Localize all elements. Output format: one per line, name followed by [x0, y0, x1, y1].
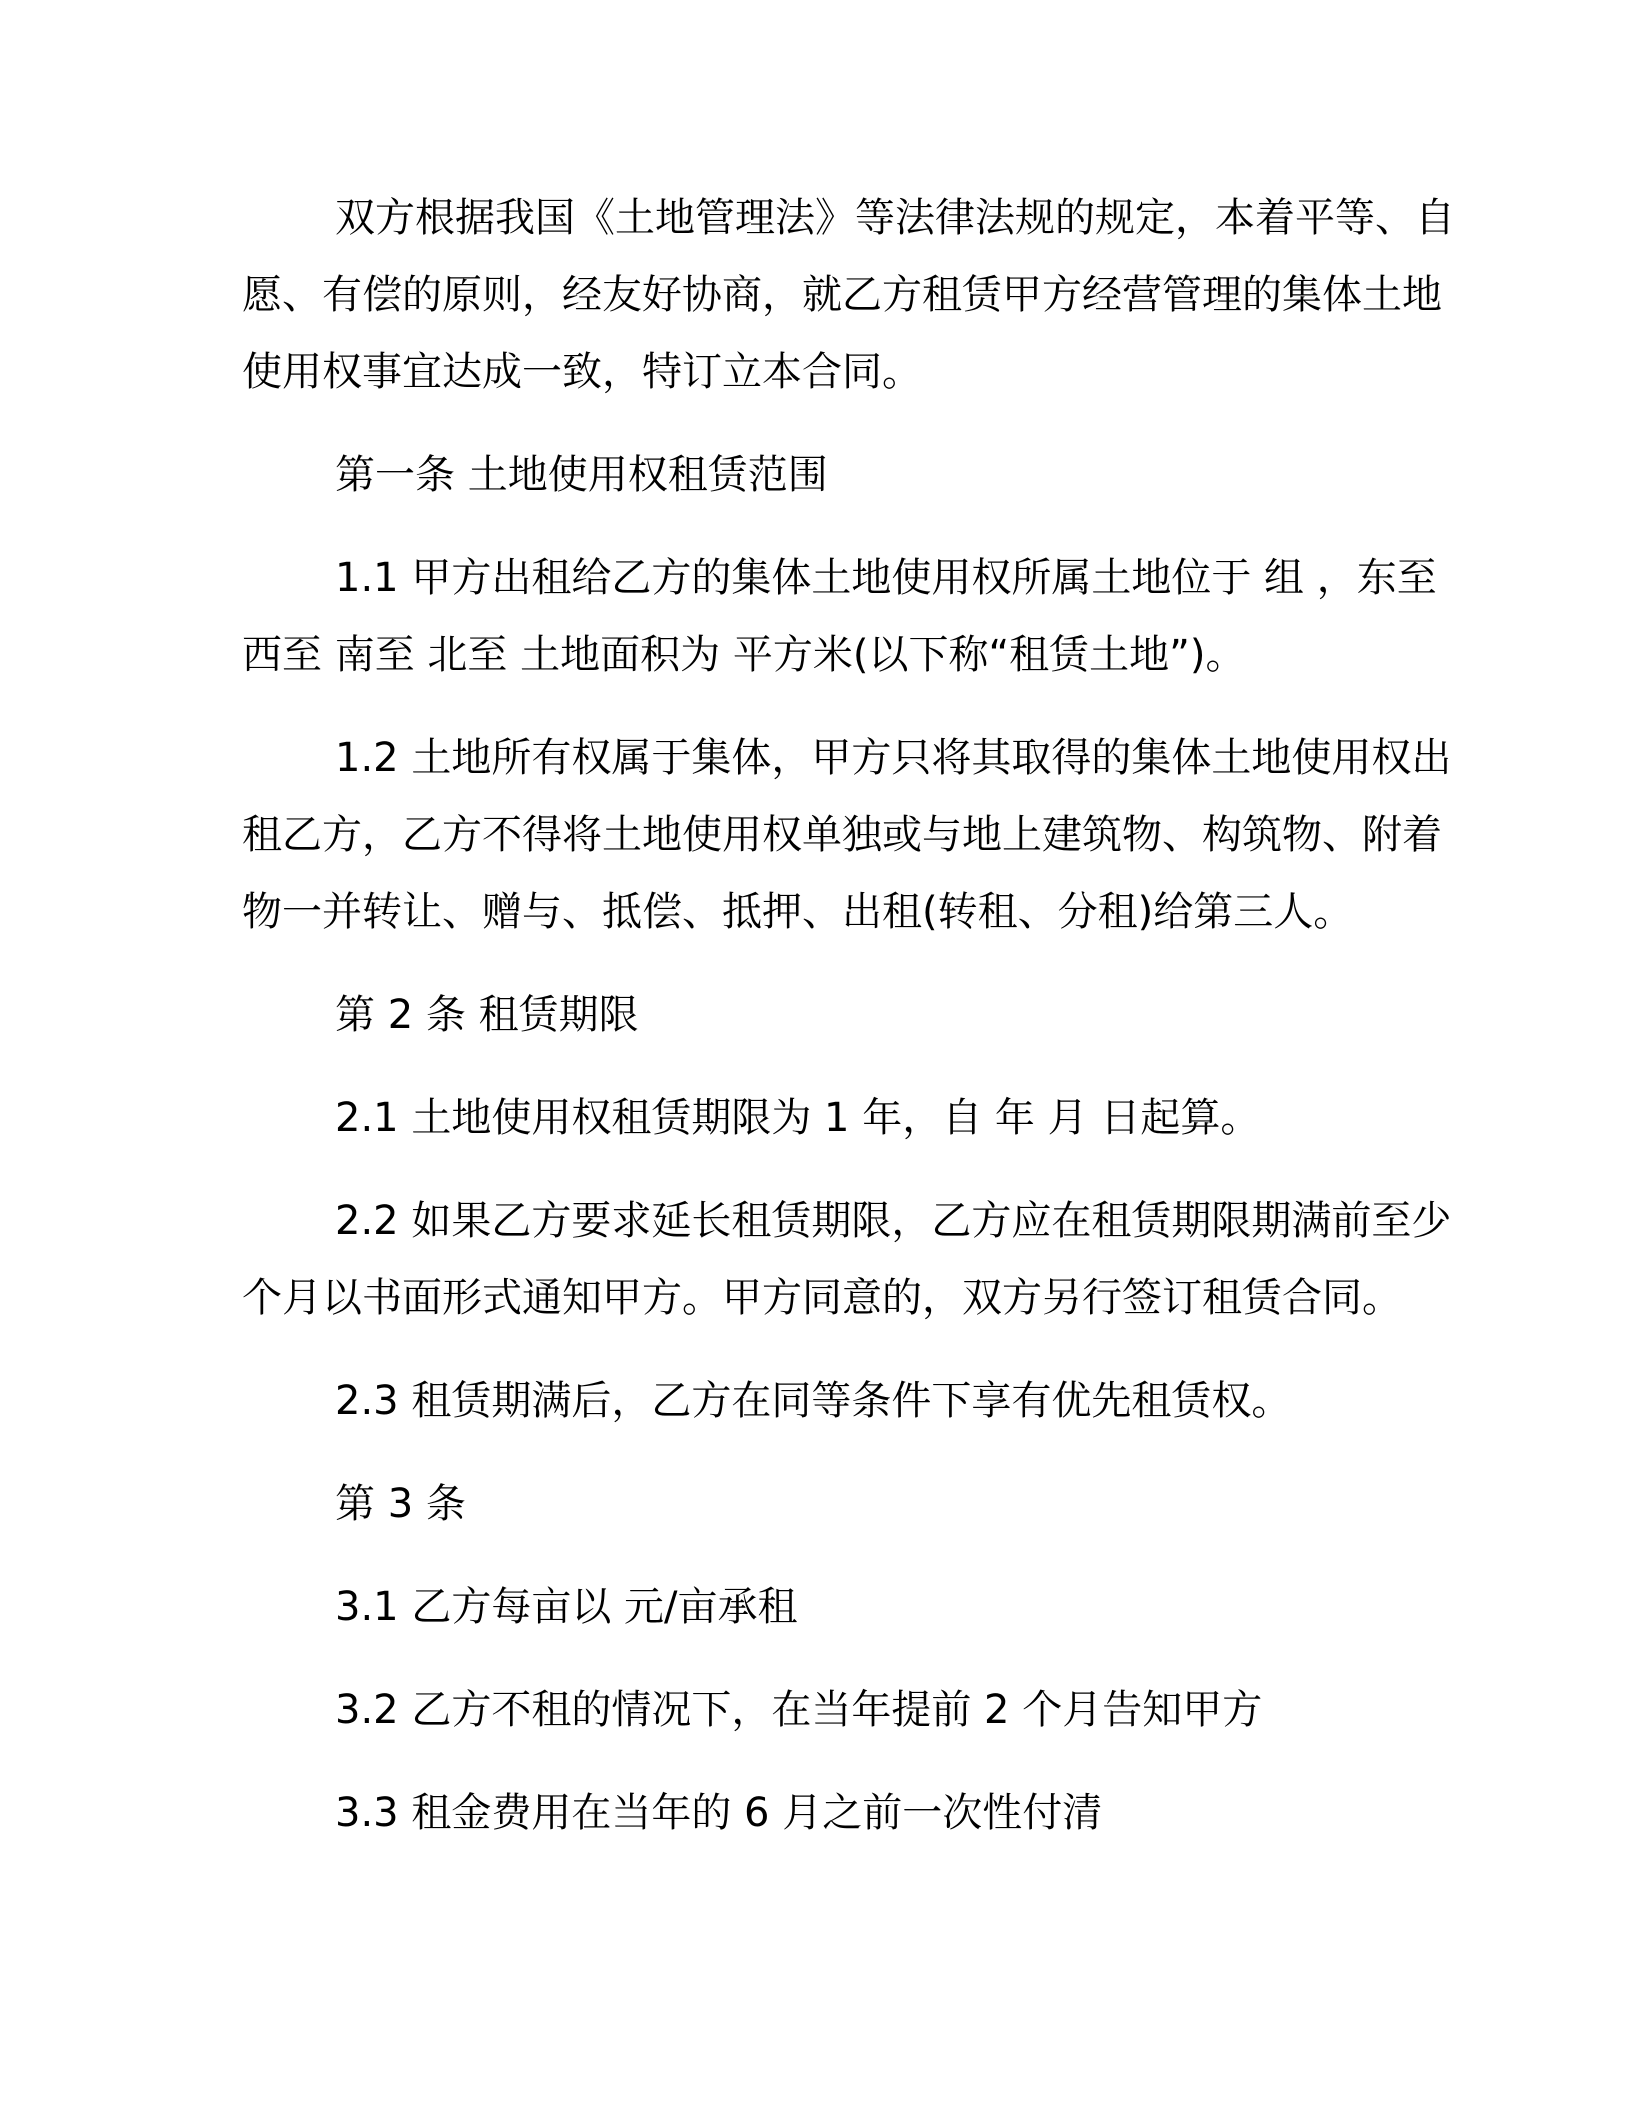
clause-1-2-line-3: 物一并转让、赠与、抵偿、抵押、出租(转租、分租)给第三人。 [242, 889, 1354, 935]
article-1-heading: 第一条 土地使用权租赁范围 [335, 452, 828, 498]
clause-1-2-line-2: 租乙方，乙方不得将土地使用权单独或与地上建筑物、构筑物、附着 [242, 812, 1442, 858]
clause-3-1: 3.1 乙方每亩以 元/亩承租 [335, 1584, 798, 1630]
clause-2-1: 2.1 土地使用权租赁期限为 1 年，自 年 月 日起算。 [335, 1095, 1261, 1141]
clause-1-1-line-1: 1.1 甲方出租给乙方的集体土地使用权所属土地位于 组 ，东至 [335, 555, 1437, 601]
preamble-line-1: 双方根据我国《土地管理法》等法律法规的规定，本着平等、自 [335, 195, 1455, 241]
clause-1-1-line-2: 西至 南至 北至 土地面积为 平方米(以下称“租赁土地”)。 [242, 632, 1246, 678]
clause-2-2-line-1: 2.2 如果乙方要求延长租赁期限，乙方应在租赁期限期满前至少 [335, 1198, 1452, 1244]
article-2-heading: 第 2 条 租赁期限 [335, 992, 639, 1038]
preamble-line-2: 愿、有偿的原则，经友好协商，就乙方租赁甲方经营管理的集体土地 [242, 272, 1442, 318]
clause-3-2: 3.2 乙方不租的情况下，在当年提前 2 个月告知甲方 [335, 1687, 1263, 1733]
clause-3-3: 3.3 租金费用在当年的 6 月之前一次性付清 [335, 1790, 1103, 1836]
preamble-line-3: 使用权事宜达成一致，特订立本合同。 [242, 349, 922, 395]
article-3-heading: 第 3 条 [335, 1481, 466, 1527]
clause-2-2-line-2: 个月以书面形式通知甲方。甲方同意的，双方另行签订租赁合同。 [242, 1275, 1402, 1321]
clause-1-2-line-1: 1.2 土地所有权属于集体，甲方只将其取得的集体土地使用权出 [335, 735, 1452, 781]
clause-2-3: 2.3 租赁期满后，乙方在同等条件下享有优先租赁权。 [335, 1378, 1292, 1424]
